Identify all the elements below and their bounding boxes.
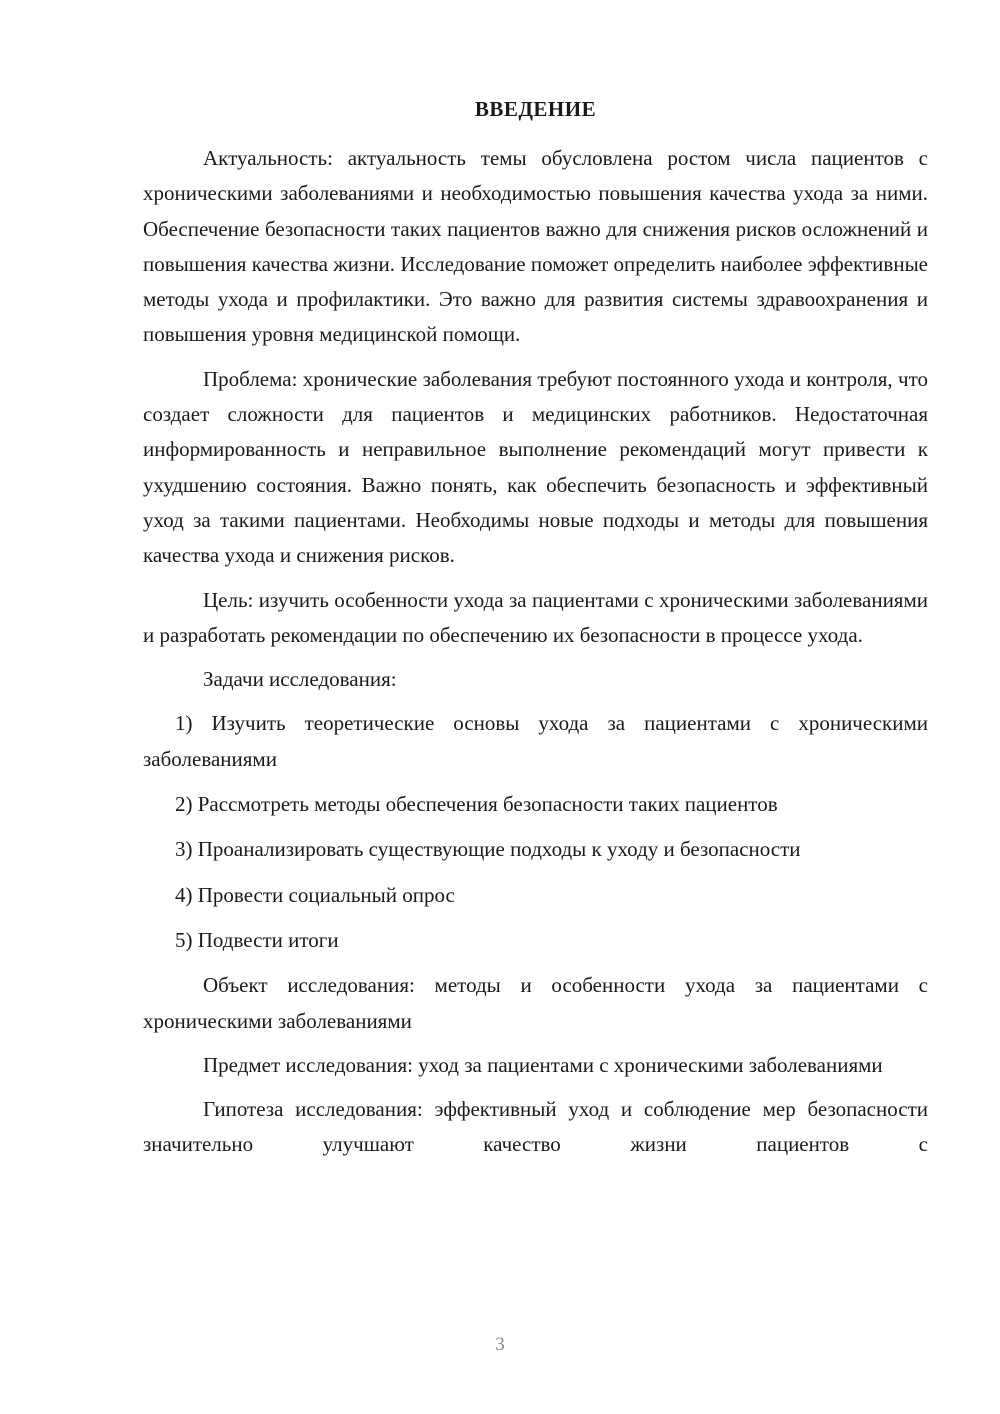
subject-paragraph: Предмет исследования: уход за пациентами с хроническими заболеваниями <box>203 1052 883 1077</box>
task-item-1: 1) Изучить теоретические основы ухода за пациентами с хроническими заболеваниями <box>143 711 928 771</box>
object-paragraph: Объект исследования: методы и особенности ухода за пациентами с хроническими заболеваниями <box>143 973 928 1033</box>
task-item-3: 3) Проанализировать существующие подходы к уходу и безопасности <box>175 837 801 862</box>
task-item-4: 4) Провести социальный опрос <box>175 882 455 907</box>
hypothesis-paragraph: Гипотеза исследования: эффективный уход и соблюдение мер безопасности значительно улучшают качество жизни пациентов с <box>143 1097 928 1157</box>
goal-paragraph: Цель: изучить особенности ухода за пациентами с хроническими заболеваниями и разработать рекомендации по обеспечению их безопасности в процессе ухода. <box>143 587 928 647</box>
page-title: ВВЕДЕНИЕ <box>474 97 597 121</box>
relevance-paragraph: Актуальность: актуальность темы обусловлена ростом числа пациентов с хроническими заболеваниями и необходимостью повышения качества ухода за ними. Обеспечение безопасности таких пациентов важно для снижения рисков осложнений и повышения качества жизни. Исследование поможет определить наиболее эффективные методы ухода и профилактики. Это важно для развития системы здравоохранения и повышения уровня медицинской помощи. <box>143 146 928 347</box>
task-item-2: 2) Рассмотреть методы обеспечения безопасности таких пациентов <box>175 792 778 817</box>
tasks-heading: Задачи исследования: <box>203 667 397 692</box>
task-item-5: 5) Подвести итоги <box>175 927 339 952</box>
problem-paragraph: Проблема: хронические заболевания требуют постоянного ухода и контроля, что создает сложности для пациентов и медицинских работников. Недостаточная информированность и неправильное выполнение рекомендаций могут привести к ухудшению состояния. Важно понять, как обеспечить безопасность и эффективный уход за такими пациентами. Необходимы новые подходы и методы для повышения качества ухода и снижения рисков. <box>143 366 928 568</box>
document-page <box>143 92 928 1163</box>
page-number: 3 <box>495 1334 505 1355</box>
